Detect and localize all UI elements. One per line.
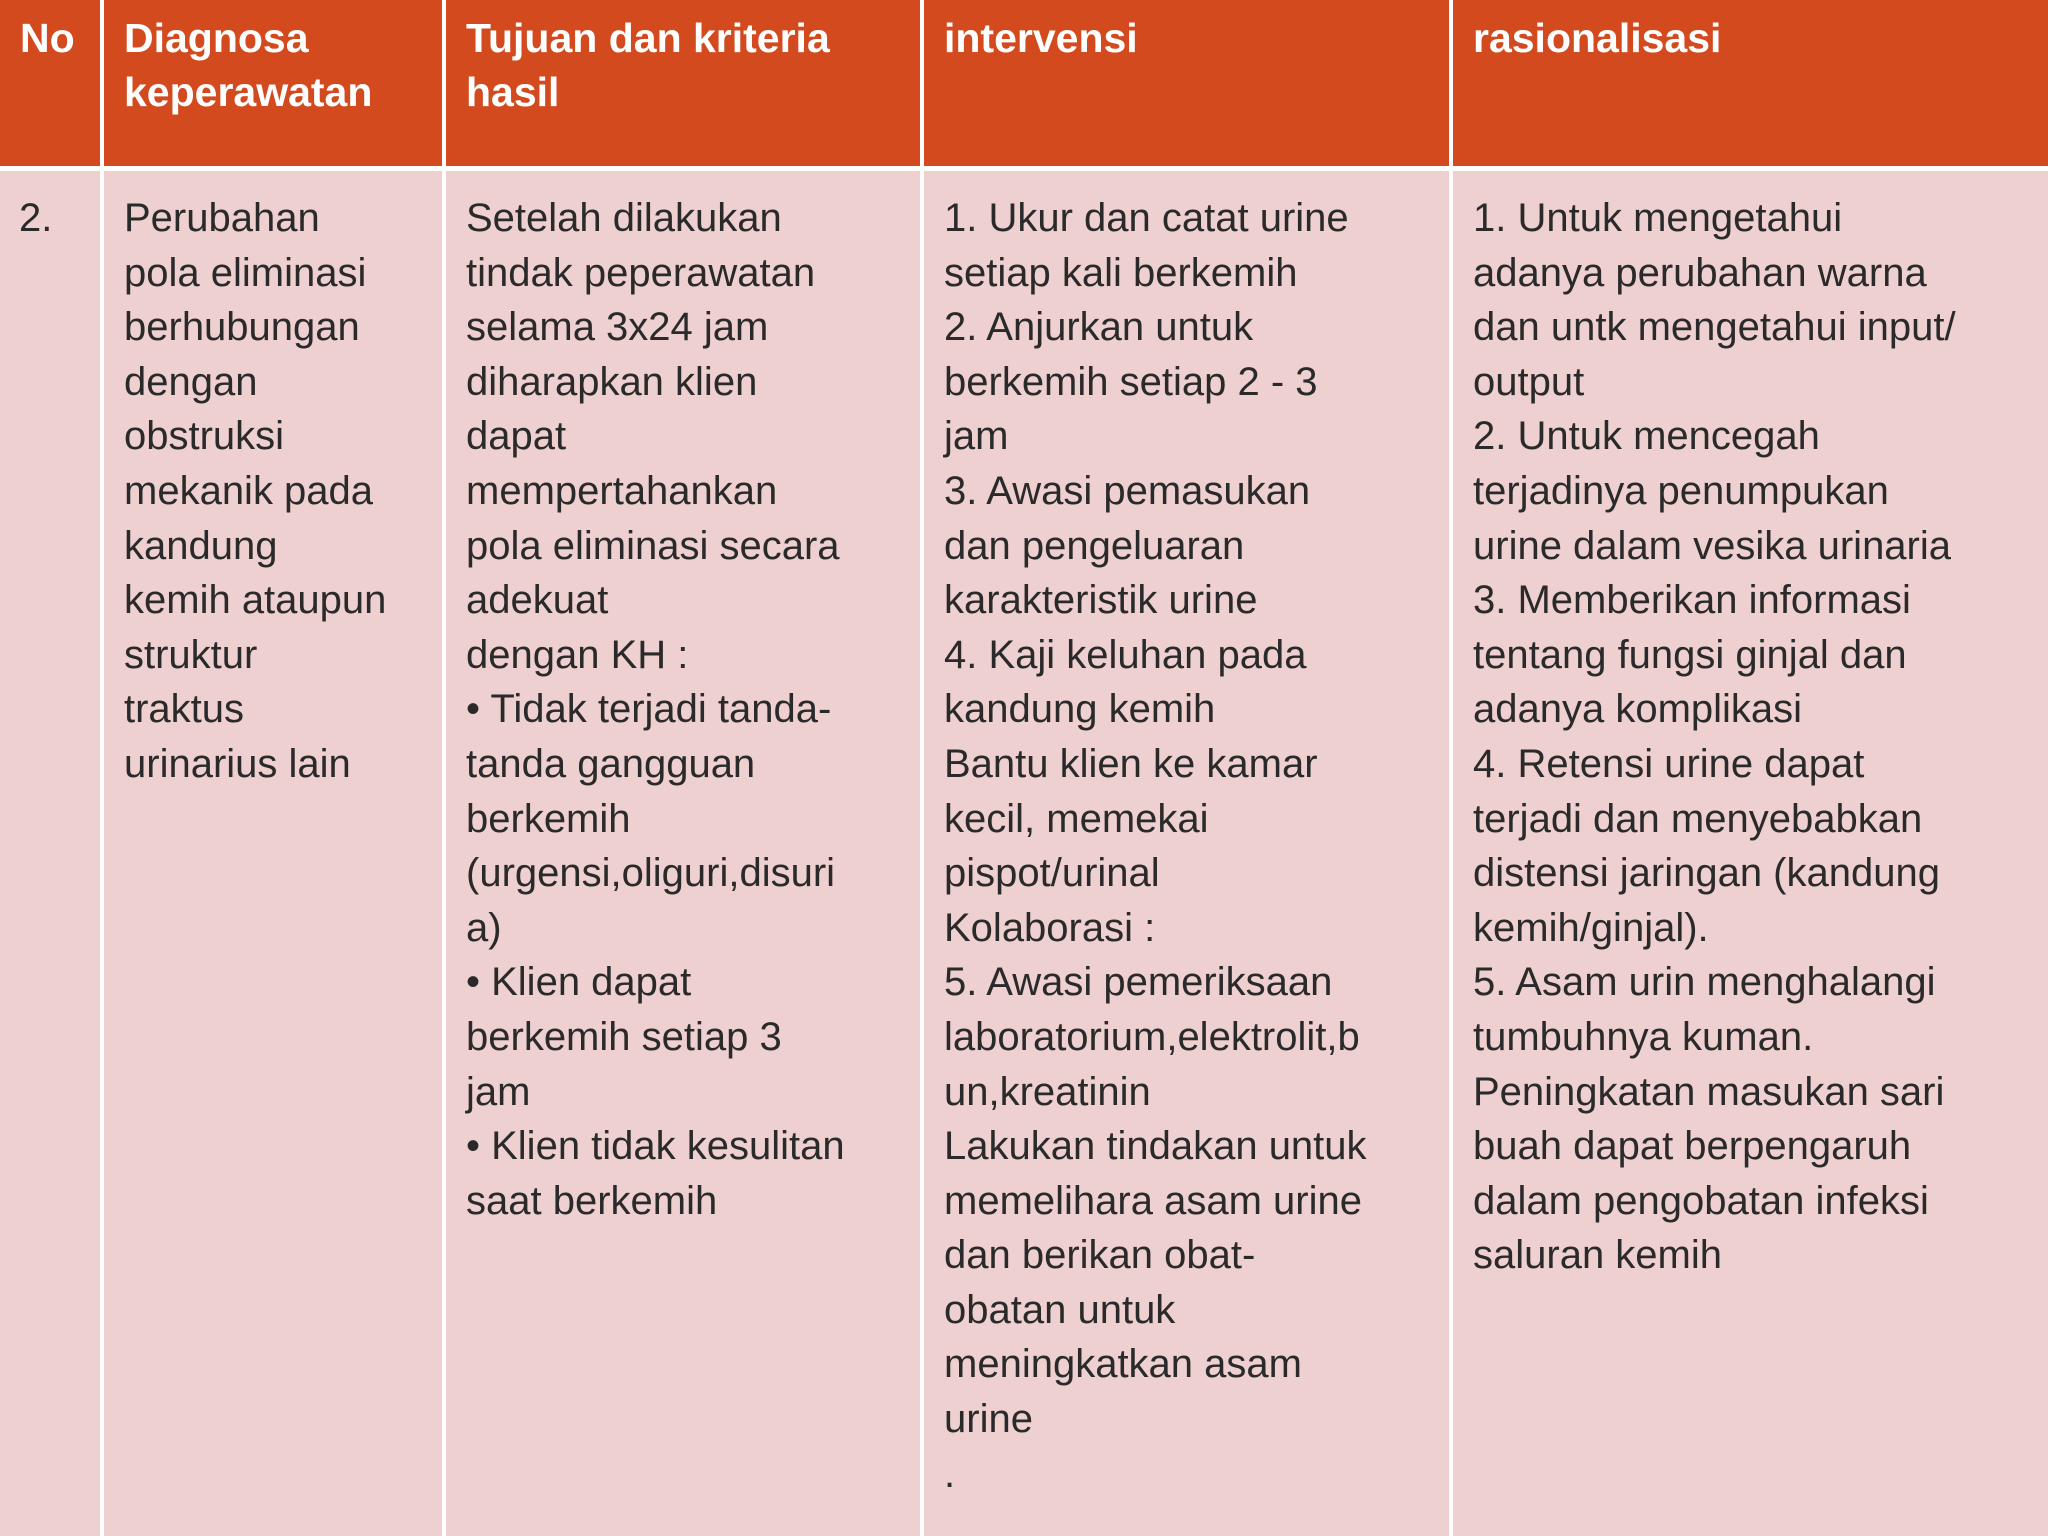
cell-tujuan: Setelah dilakukan tindak peperawatan selama 3x24 jam diharapkan klien dapat mempertahankan pola eliminasi secara adekuat dengan KH : • Tidak terjadi tanda- tanda gangguan berkemih (urgensi,oliguri,disuri a) • Klien dapat berkemih setiap 3 jam • Klien tidak kesulitan saat berkemih	[444, 169, 922, 1536]
table-row	[0, 169, 2048, 1536]
cell-no: 2.	[0, 169, 102, 1536]
header-rasionalisasi: rasionalisasi	[1451, 0, 2048, 169]
header-tujuan: Tujuan dan kriteria hasil	[444, 0, 922, 169]
header-no: No	[0, 0, 102, 169]
header-row	[0, 0, 2048, 169]
cell-diagnosa: Perubahan pola eliminasi berhubungan dengan obstruksi mekanik pada kandung kemih ataupun struktur traktus urinarius lain	[102, 169, 444, 1536]
header-diagnosa: Diagnosa keperawatan	[102, 0, 444, 169]
header-intervensi: intervensi	[922, 0, 1451, 169]
cell-intervensi: 1. Ukur dan catat urine setiap kali berkemih 2. Anjurkan untuk berkemih setiap 2 - 3 jam 3. Awasi pemasukan dan pengeluaran karakteristik urine 4. Kaji keluhan pada kandung kemih Bantu klien ke kamar kecil, memekai pispot/urinal Kolaborasi : 5. Awasi pemeriksaan laboratorium,elektrolit,b un,kreatinin Lakukan tindakan untuk memelihara asam urine dan berikan obat- obatan untuk meningkatkan asam urine .	[922, 169, 1451, 1536]
cell-rasionalisasi: 1. Untuk mengetahui adanya perubahan warna dan untk mengetahui input/ output 2. Untuk mencegah terjadinya penumpukan urine dalam vesika urinaria 3. Memberikan informasi tentang fungsi ginjal dan adanya komplikasi 4. Retensi urine dapat terjadi dan menyebabkan distensi jaringan (kandung kemih/ginjal). 5. Asam urin menghalangi tumbuhnya kuman. Peningkatan masukan sari buah dapat berpengaruh dalam pengobatan infeksi saluran kemih	[1451, 169, 2048, 1536]
